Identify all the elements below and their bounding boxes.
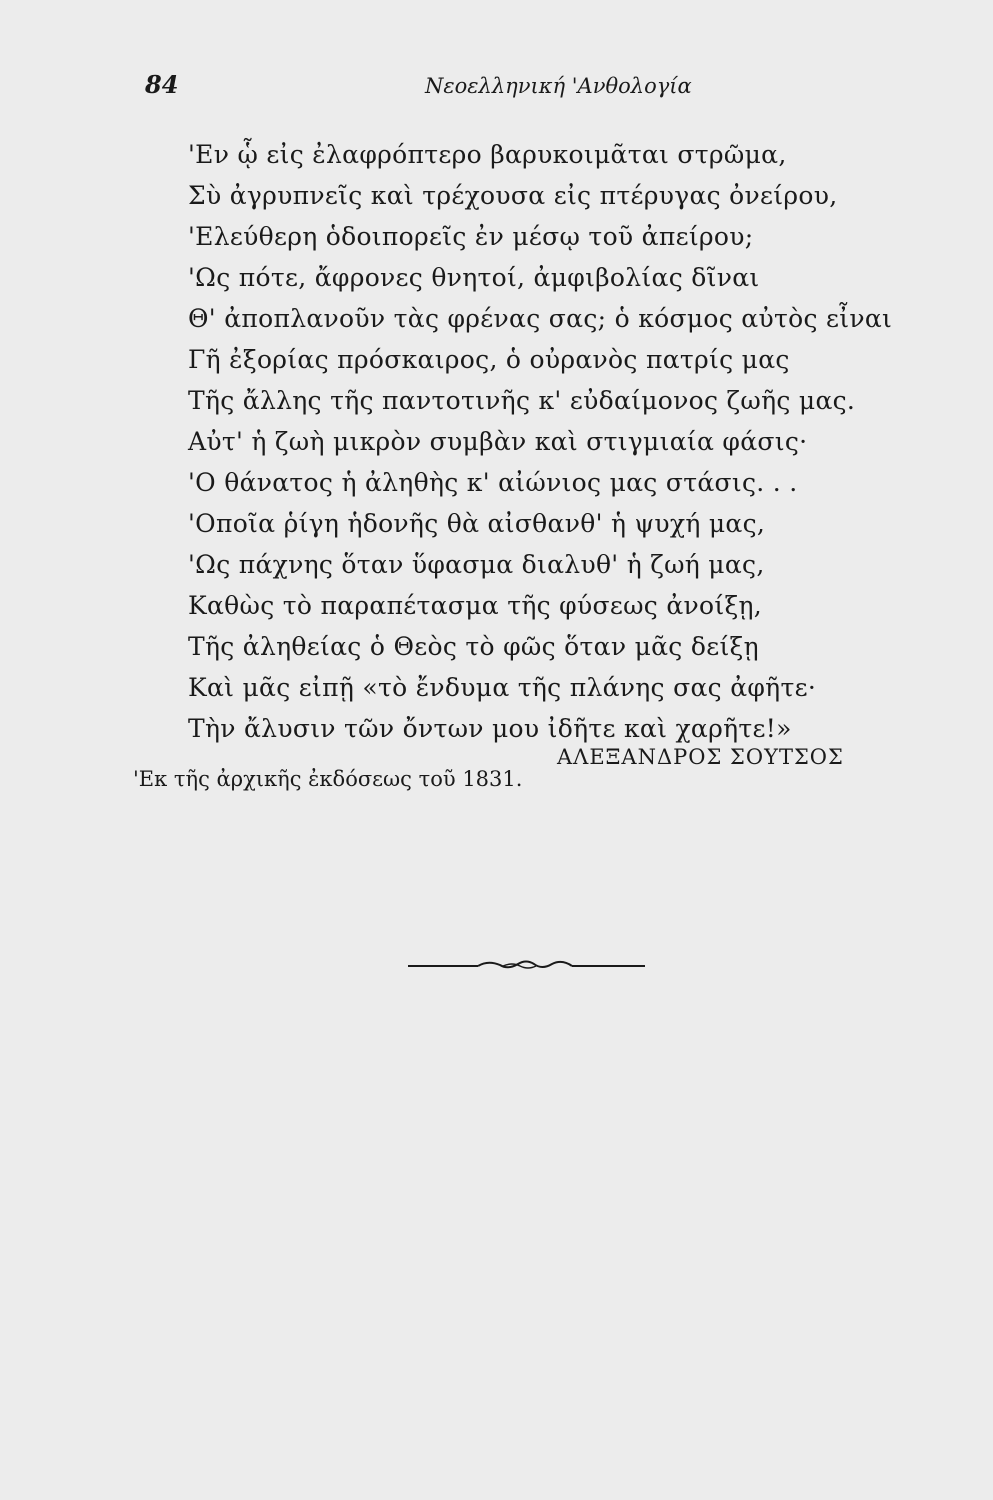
poem-line: 'Ως πότε, ἄφρονες θνητοί, ἀμφιβολίας δῖναι [188,263,760,292]
poem-line: 'Ως πάχνης ὅταν ὕφασμα διαλυθ' ἡ ζωή μας, [188,550,765,579]
poem-line: Τῆς ἀληθείας ὁ Θεὸς τὸ φῶς ὅταν μᾶς δείξῃ [188,632,759,661]
poem-line: Καὶ μᾶς εἰπῇ «τὸ ἔνδυμα τῆς πλάνης σας ἀφῆτε· [188,673,817,702]
poem-line: Γῆ ἐξορίας πρόσκαιρος, ὁ οὐρανὸς πατρίς μας [188,345,790,374]
poem-line: Τῆς ἄλλης τῆς παντοτινῆς κ' εὐδαίμονος ζωῆς μας. [188,386,856,415]
poem-line: Αὐτ' ἡ ζωὴ μικρὸν συμβὰν καὶ στιγμιαία φάσις· [188,427,808,456]
poem-line: Τὴν ἄλυσιν τῶν ὄντων μου ἰδῆτε καὶ χαρῆτε!» [188,714,792,743]
source-note: 'Εκ τῆς ἀρχικῆς ἐκδόσεως τοῦ 1831. [133,767,523,791]
poem-line: 'Εν ᾧ εἰς ἐλαφρόπτερο βαρυκοιμᾶται στρῶμα, [188,140,787,169]
poem-line: 'Ελεύθερη ὁδοιπορεῖς ἐν μέσῳ τοῦ ἀπείρου; [188,222,754,251]
poem-line: Σὺ ἀγρυπνεῖς καὶ τρέχουσα εἰς πτέρυγας ὀνείρου, [188,181,838,210]
page-number: 84 [145,70,179,99]
running-title: Νεοελληνική 'Ανθολογία [425,74,692,98]
poem-line: 'Οποῖα ῥίγη ἡδονῆς θὰ αἰσθανθ' ἡ ψυχή μας, [188,509,766,538]
poem-line: 'Ο θάνατος ἡ ἀληθὴς κ' αἰώνιος μας στάσις. . . [188,468,798,497]
poem-line: Καθὼς τὸ παραπέτασμα τῆς φύσεως ἀνοίξῃ, [188,591,763,620]
author-signature: ΑΛΕΞΑΝΔΡΟΣ ΣΟΥΤΣΟΣ [557,745,844,769]
poem-body [188,134,908,749]
poem-line: Θ' ἀποπλανοῦν τὰς φρένας σας; ὁ κόσμος αὐτὸς εἶναι [188,304,893,333]
ornament-divider [408,953,645,977]
